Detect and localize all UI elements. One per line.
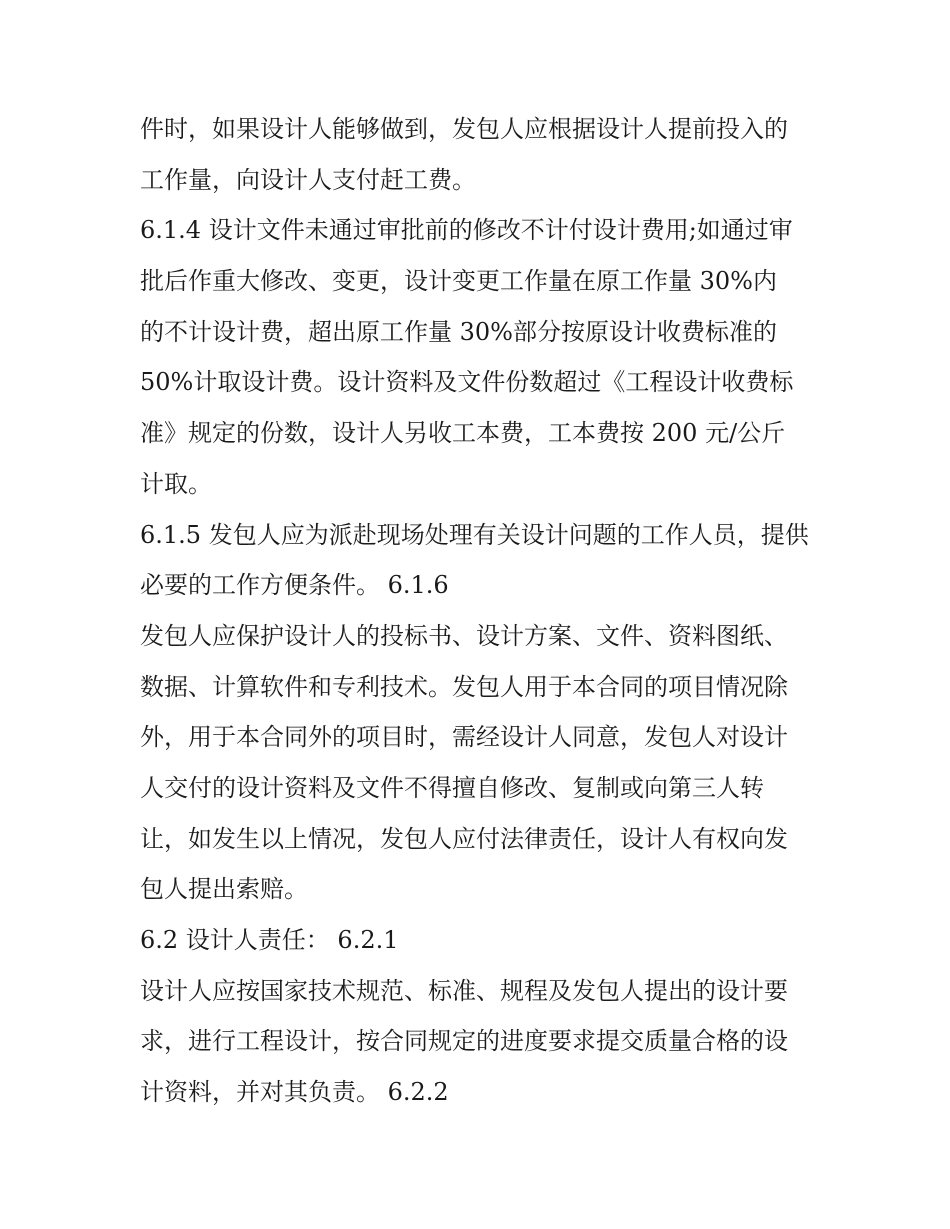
text-line: 工作量，向设计人支付赶工费。 — [140, 165, 476, 194]
text-line: 准》规定的份数，设计人另收工本费，工本费按 200 元/公斤 — [140, 419, 786, 448]
text-line: 必要的工作方便条件。 6.1.6 — [140, 571, 449, 600]
text-line: 让，如发生以上情况，发包人应付法律责任，设计人有权向发 — [140, 824, 788, 853]
text-line: 50%计取设计费。设计资料及文件份数超过《工程设计收费标 — [140, 368, 794, 397]
text-line: 批后作重大修改、变更，设计变更工作量在原工作量 30%内 — [140, 267, 777, 296]
text-line: 6.2 设计人责任： 6.2.1 — [140, 926, 399, 954]
text-line: 发包人应保护设计人的投标书、设计方案、文件、资料图纸、 — [140, 621, 788, 650]
text-line: 外，用于本合同外的项目时，需经设计人同意，发包人对设计 — [140, 723, 788, 752]
text-line: 数据、计算软件和专利技术。发包人用于本合同的项目情况除 — [140, 672, 788, 701]
text-line: 的不计设计费，超出原工作量 30%部分按原设计收费标准的 — [140, 317, 777, 346]
text-line: 包人提出索赔。 — [140, 875, 308, 904]
text-line: 人交付的设计资料及文件不得擅自修改、复制或向第三人转 — [140, 773, 764, 802]
text-line: 求，进行工程设计，按合同规定的进度要求提交质量合格的设 — [140, 1027, 788, 1056]
document-body — [140, 104, 820, 1118]
text-line: 设计人应按国家技术规范、标准、规程及发包人提出的设计要 — [140, 976, 788, 1005]
text-line: 件时，如果设计人能够做到，发包人应根据设计人提前投入的 — [140, 115, 788, 143]
text-line: 6.1.5 发包人应为派赴现场处理有关设计问题的工作人员，提供 — [140, 520, 809, 549]
text-line: 计取。 — [140, 469, 212, 498]
text-line: 计资料，并对其负责。 6.2.2 — [140, 1078, 449, 1107]
text-line: 6.1.4 设计文件未通过审批前的修改不计付设计费用;如通过审 — [140, 216, 793, 245]
